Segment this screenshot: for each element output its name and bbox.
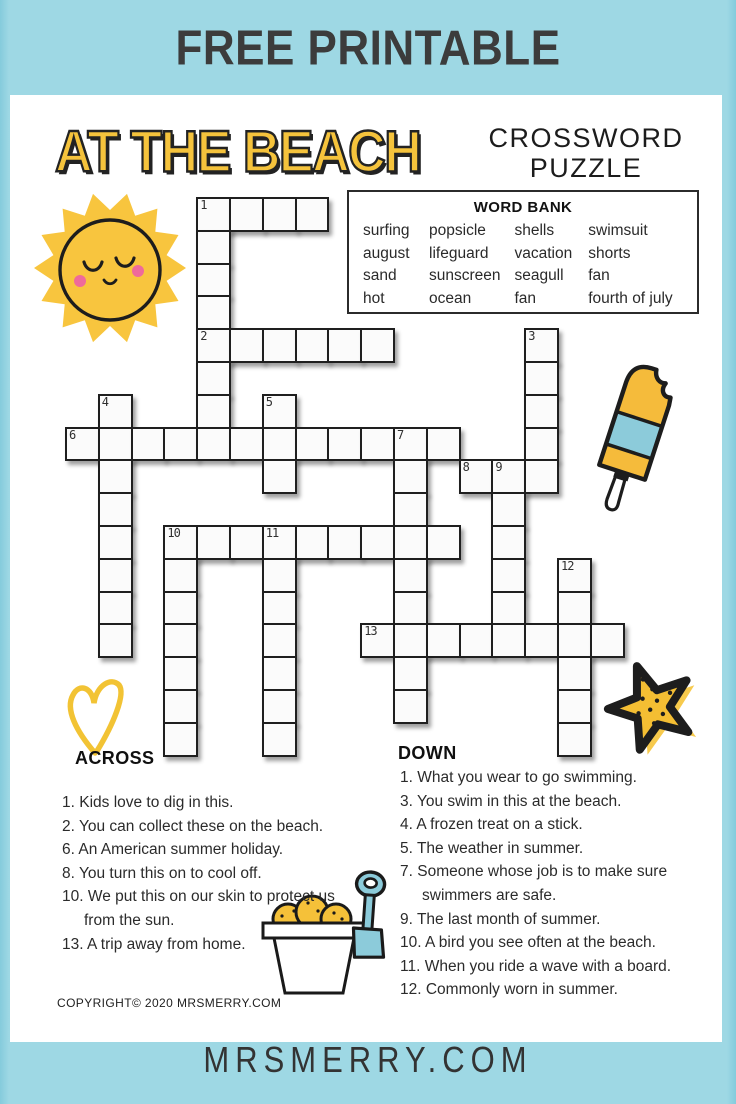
grid-cell [131, 427, 166, 462]
grid-cell [295, 328, 330, 363]
grid-cell [163, 722, 198, 757]
grid-cell [524, 623, 559, 658]
clue-item: 3. You swim in this at the beach. [400, 792, 622, 810]
clue-item: 11. When you ride a wave with a board. [400, 957, 672, 975]
grid-cell [491, 591, 526, 626]
grid-cell [327, 525, 362, 560]
grid-cell [524, 361, 559, 396]
across-clue-list [62, 791, 354, 956]
down-heading: DOWN [398, 743, 457, 763]
clue-item: 6. An American summer holiday. [62, 841, 284, 859]
grid-cell [262, 525, 297, 560]
grid-cell [262, 591, 297, 626]
cell-number: 1 [200, 198, 207, 212]
word-bank [347, 190, 699, 314]
grid-cell [196, 394, 231, 429]
clue-item: 13. A trip away from home. [62, 935, 246, 953]
grid-cell [557, 591, 592, 626]
grid-cell [557, 689, 592, 724]
cell-number: 4 [101, 394, 109, 409]
grid-cell [262, 394, 297, 429]
grid-cell [393, 427, 428, 462]
grid-cell [295, 197, 330, 232]
clue-item: 10. We put this on our skin to protect us from the sun. [62, 888, 335, 929]
grid-cell [98, 558, 133, 593]
word-bank-column [588, 220, 697, 310]
grid-cell [524, 459, 559, 494]
subtitle-line-2: PUZZLE [529, 153, 643, 183]
cell-number: 9 [495, 460, 502, 475]
word-bank-word: popsicle [429, 222, 486, 239]
grid-cell [262, 459, 297, 494]
word-bank-word: hot [363, 289, 385, 307]
grid-cell [98, 427, 133, 462]
grid-cell [360, 623, 395, 658]
clue-item: 8. You turn this on to cool off. [62, 864, 262, 882]
grid-cell [98, 492, 133, 527]
clue-item: 2. You can collect these on the beach. [62, 817, 324, 835]
word-bank-word: vacation [514, 244, 573, 262]
puzzle-subtitle [486, 123, 686, 183]
word-bank-column [514, 220, 588, 310]
grid-cell [360, 525, 395, 560]
grid-cell [360, 427, 395, 462]
down-clue-list [400, 766, 708, 1002]
grid-cell [393, 525, 428, 560]
grid-cell [262, 328, 297, 363]
clue-item: 1. What you wear to go swimming. [400, 769, 637, 786]
grid-cell [163, 656, 198, 691]
grid-cell [524, 328, 559, 363]
cell-number: 2 [200, 329, 207, 344]
word-bank-word: lifeguard [429, 244, 489, 262]
clue-item: 4. A frozen treat on a stick. [400, 816, 583, 834]
page-title: FREE PRINTABLE [175, 21, 561, 76]
grid-cell [426, 525, 461, 560]
cell-number: 11 [265, 526, 279, 540]
word-bank-word: shorts [588, 244, 631, 262]
grid-cell [196, 295, 231, 330]
grid-cell [557, 656, 592, 691]
grid-cell [491, 525, 526, 560]
grid-cell [295, 427, 330, 462]
cell-number: 6 [69, 427, 76, 442]
word-bank-title: WORD BANK [473, 199, 573, 216]
word-bank-word: ocean [429, 289, 472, 307]
grid-cell [491, 558, 526, 593]
grid-cell [229, 197, 264, 232]
grid-cell [229, 427, 264, 462]
grid-cell [393, 459, 428, 494]
grid-cell [426, 427, 461, 462]
grid-cell [196, 525, 231, 560]
grid-cell [557, 558, 592, 593]
clue-item: 5. The weather in summer. [400, 839, 584, 857]
grid-cell [163, 558, 198, 593]
word-bank-word: surfing [363, 222, 410, 239]
grid-cell [393, 623, 428, 658]
grid-cell [262, 689, 297, 724]
grid-cell [163, 427, 198, 462]
grid-cell [557, 623, 592, 658]
grid-cell [196, 361, 231, 396]
grid-cell [229, 525, 264, 560]
grid-cell [196, 328, 231, 363]
grid-cell [295, 525, 330, 560]
grid-cell [393, 492, 428, 527]
grid-cell [229, 328, 264, 363]
copyright-text: COPYRIGHT© 2020 MRSMERRY.COM [57, 996, 282, 1010]
cell-number: 13 [364, 624, 377, 639]
cell-number: 7 [397, 427, 404, 442]
clue-item: 1. Kids love to dig in this. [62, 794, 234, 811]
grid-cell [65, 427, 100, 462]
clue-item: 12. Commonly worn in summer. [400, 981, 618, 999]
grid-cell [327, 328, 362, 363]
grid-cell [196, 427, 231, 462]
grid-cell [98, 623, 133, 658]
grid-cell [524, 427, 559, 462]
grid-cell [393, 656, 428, 691]
grid-cell [262, 558, 297, 593]
word-bank-word: august [363, 244, 410, 262]
grid-cell [393, 591, 428, 626]
grid-cell [163, 623, 198, 658]
word-bank-word: fan [588, 267, 610, 285]
word-bank-word: swimsuit [588, 222, 648, 239]
grid-cell [163, 689, 198, 724]
grid-cell [98, 394, 133, 429]
grid-cell [459, 459, 494, 494]
grid-cell [426, 623, 461, 658]
cell-number: 8 [462, 460, 469, 475]
word-bank-word: fan [514, 289, 537, 307]
word-bank-word: shells [514, 222, 555, 239]
grid-cell [459, 623, 494, 658]
grid-cell [393, 558, 428, 593]
grid-cell [491, 492, 526, 527]
grid-cell [360, 328, 395, 363]
word-bank-words [363, 220, 697, 310]
grid-cell [557, 722, 592, 757]
cell-number: 12 [561, 558, 574, 573]
sun-icon [30, 188, 190, 348]
grid-cell [262, 722, 297, 757]
grid-cell [196, 197, 231, 232]
grid-cell [163, 591, 198, 626]
clue-item: 7. Someone whose job is to make sure swimmers are safe. [400, 863, 668, 904]
worksheet-card [10, 95, 722, 1042]
grid-cell [98, 459, 133, 494]
grid-cell [393, 689, 428, 724]
word-bank-word: sunscreen [429, 267, 501, 285]
word-bank-column [429, 220, 514, 310]
clue-item: 10. A bird you see often at the beach. [400, 934, 656, 952]
site-brand: MRSMERRY.COM [203, 1039, 533, 1081]
clue-item: 9. The last month of summer. [400, 910, 601, 928]
word-bank-word: fourth of july [588, 289, 673, 307]
grid-cell [163, 525, 198, 560]
across-heading: ACROSS [75, 748, 155, 768]
grid-cell [262, 623, 297, 658]
starfish-icon [600, 653, 715, 768]
grid-cell [327, 427, 362, 462]
grid-cell [196, 230, 231, 265]
grid-cell [491, 623, 526, 658]
grid-cell [262, 197, 297, 232]
puzzle-title: AT THE BEACH [55, 120, 421, 186]
cell-number: 5 [265, 394, 273, 409]
grid-cell [98, 591, 133, 626]
cell-number: 3 [528, 329, 535, 344]
grid-cell [491, 459, 526, 494]
word-bank-word: sand [363, 267, 397, 285]
grid-cell [196, 263, 231, 298]
subtitle-line-1: CROSSWORD [488, 123, 684, 153]
word-bank-word: seagull [514, 267, 564, 285]
grid-cell [98, 525, 133, 560]
grid-cell [524, 394, 559, 429]
popsicle-icon [588, 357, 708, 527]
word-bank-column [363, 220, 429, 310]
cell-number: 10 [167, 526, 180, 540]
grid-cell [262, 427, 297, 462]
grid-cell [262, 656, 297, 691]
